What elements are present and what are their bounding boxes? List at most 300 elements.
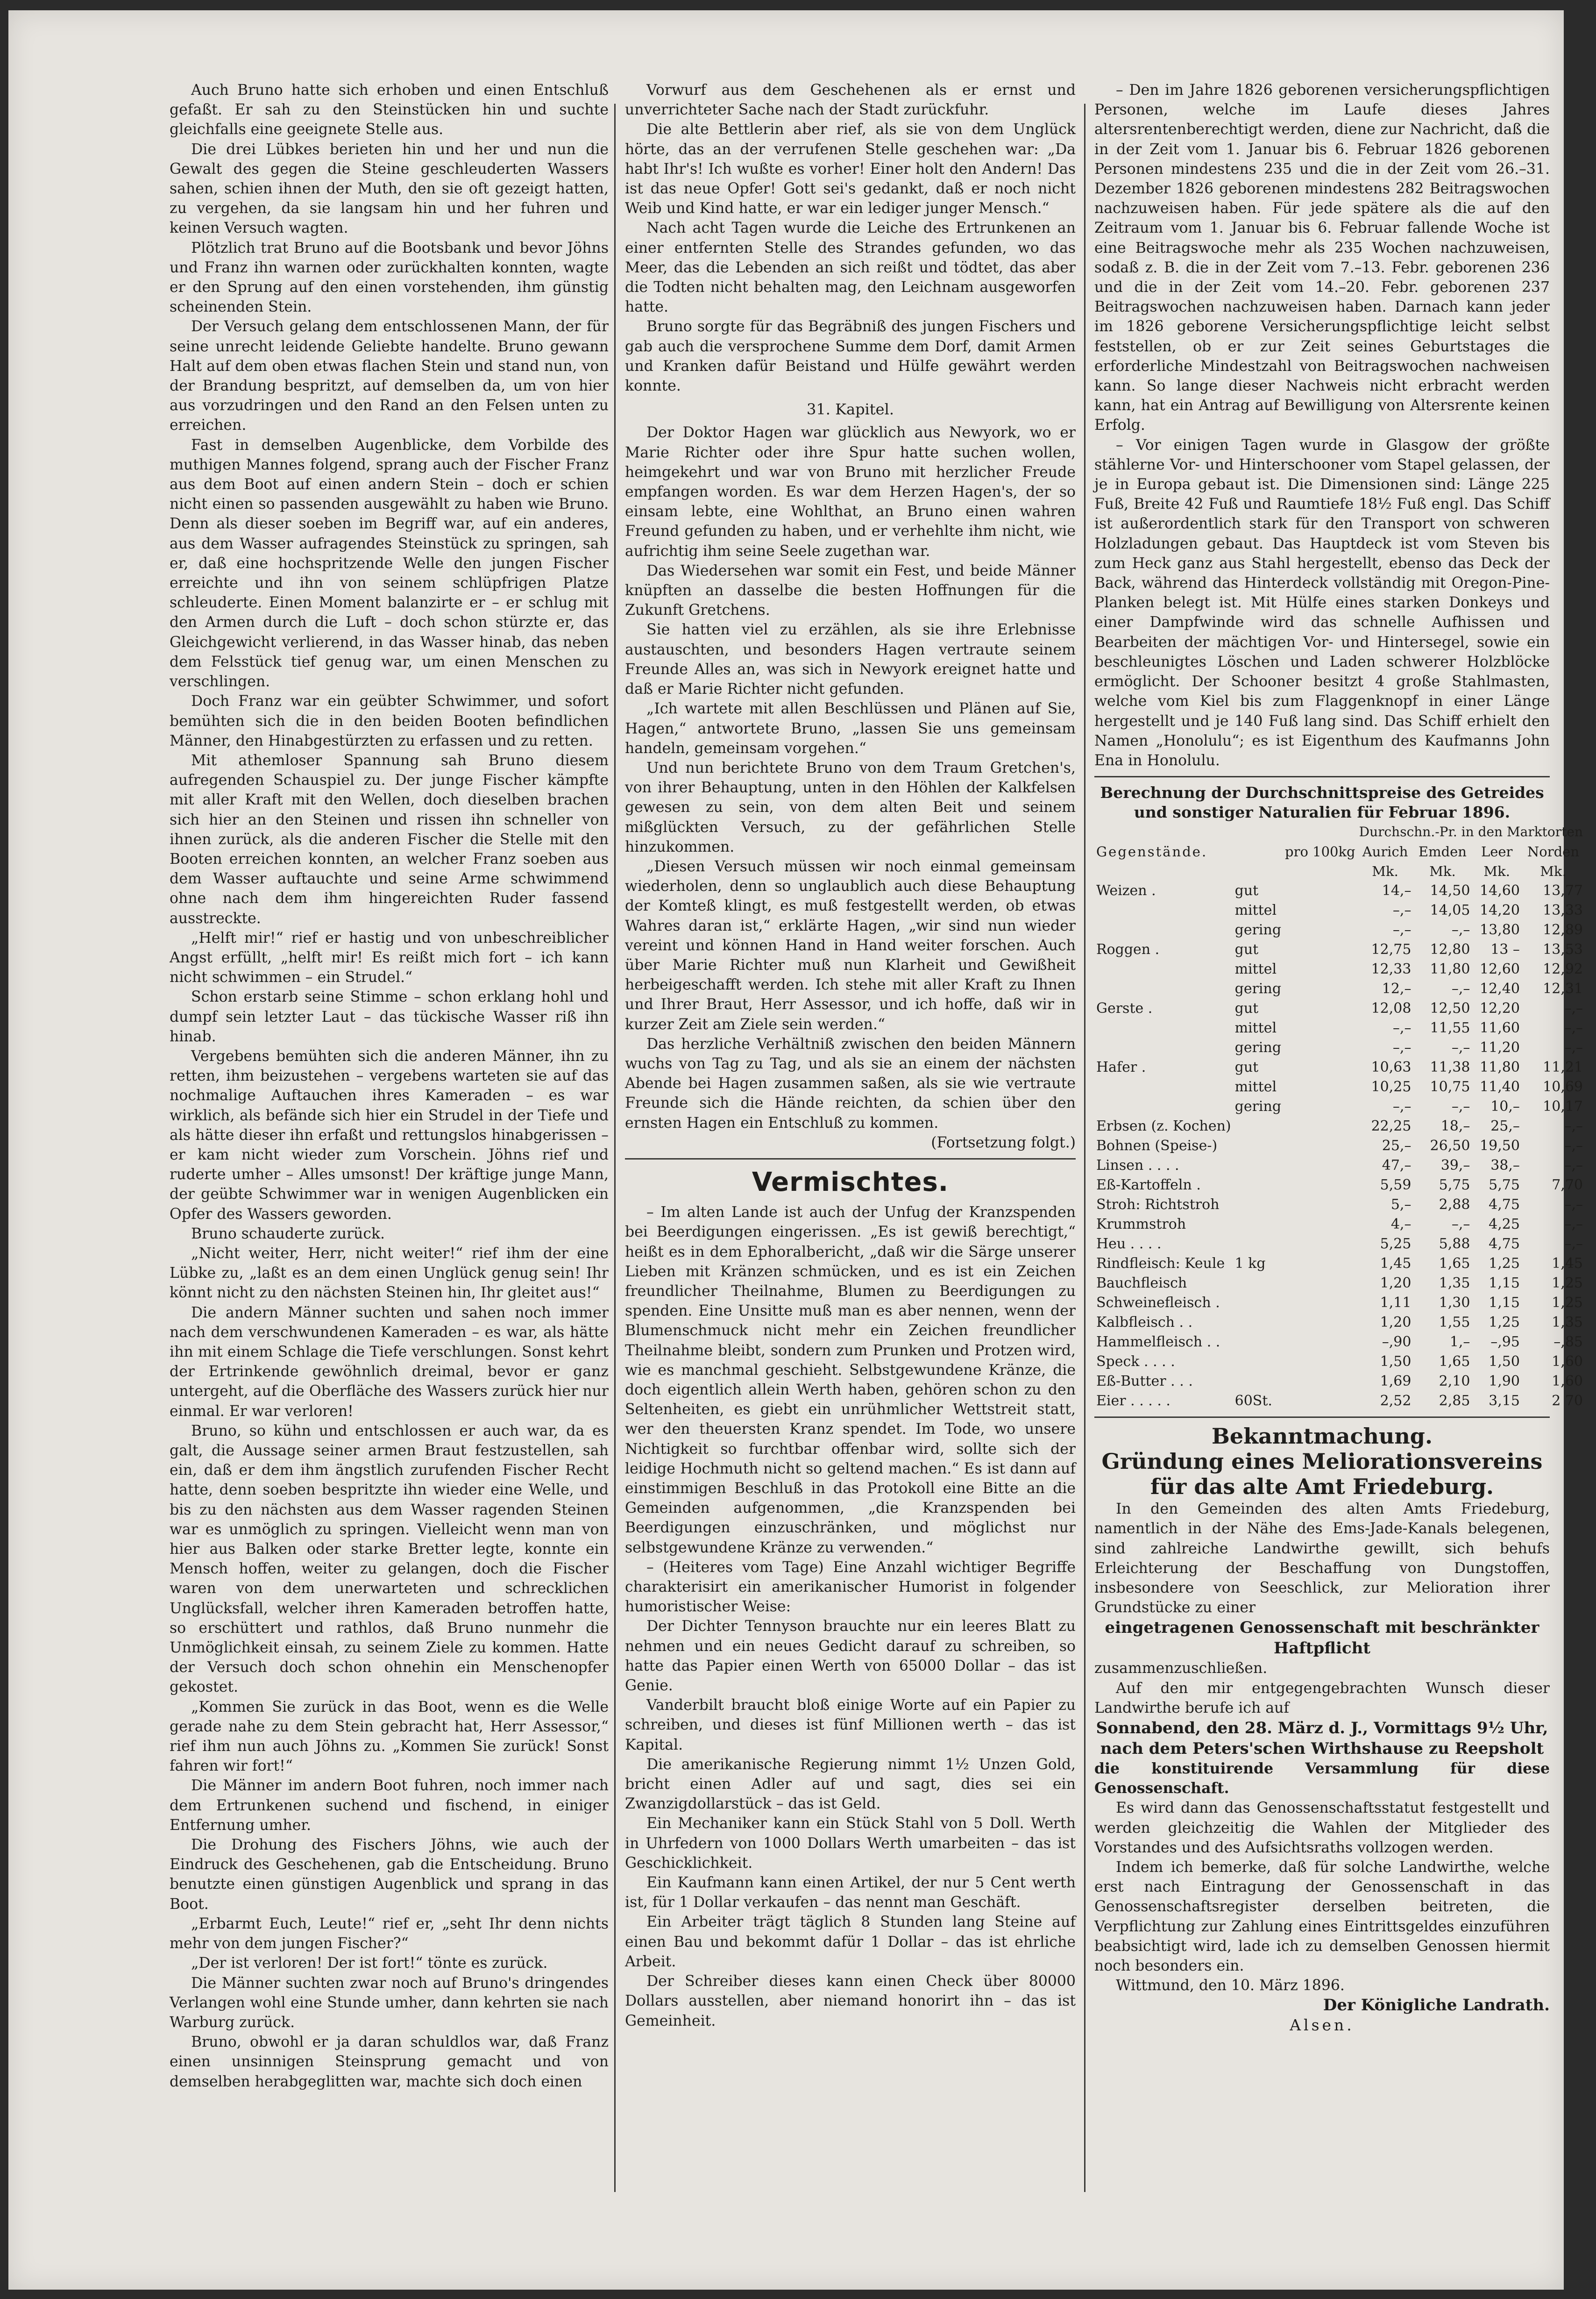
price-value: 1,65	[1439, 1255, 1470, 1272]
price-cell-pro	[1283, 1274, 1357, 1293]
price-cell-name	[1094, 901, 1233, 920]
price-value: 1,45	[1552, 1255, 1583, 1272]
price-cell-pro	[1283, 1156, 1357, 1175]
paragraph: Der Versuch gelang dem entschlossenen Mann, der für seine unrecht leidende Geliebte handelte. Bruno gewann Halt auf dem oben etwas flachen Stein und stand nun, von der Brandung bespritzt, auf demselben da, um von hier aus vorzudringen und den Rand an den Felsen unten zu erreichen.	[170, 318, 609, 434]
price-row	[1094, 1195, 1585, 1215]
price-value: –,–	[1564, 1216, 1583, 1233]
price-value: 13,80	[1480, 922, 1520, 939]
price-cell-name: Gerste .	[1096, 1000, 1153, 1017]
price-value: 12,50	[1430, 1000, 1470, 1017]
price-cell-pro	[1283, 920, 1357, 940]
price-value: 12,33	[1371, 961, 1412, 978]
col-header-place: Leer	[1481, 844, 1513, 860]
price-cell-name: Hammelfleisch . .	[1096, 1334, 1220, 1351]
price-cell-q: 1 kg	[1234, 1255, 1266, 1272]
price-cell-q	[1233, 1136, 1283, 1156]
price-value: 1,25	[1489, 1255, 1520, 1272]
price-value: 13,33	[1543, 902, 1583, 919]
newspaper-page	[8, 10, 1583, 2290]
paragraph: „Kommen Sie zurück in das Boot, wenn es die Welle gerade nahe zu dem Stein gebracht hat, Herr Assessor,“ rief ihm nun auch Jöhns zu. „Kommen Sie zurück! Sonst fahren wir fort!“	[170, 1698, 609, 1775]
price-cell-name: Weizen .	[1096, 883, 1156, 899]
price-cell-name: Stroh: Richtstroh	[1096, 1196, 1220, 1213]
price-value: 1,90	[1489, 1373, 1520, 1390]
price-value: 14,50	[1430, 883, 1470, 899]
announcement-paragraph: Auf den mir entgegengebrachten Wunsch dieser Landwirthe berufe ich auf	[1094, 1680, 1550, 1716]
price-cell-name: Speck . . . .	[1096, 1353, 1175, 1370]
price-cell-pro	[1283, 1215, 1357, 1234]
col-unit: Mk.	[1483, 863, 1510, 880]
paragraph: Ein Kaufmann kann einen Artikel, der nur 5 Cent werth ist, für 1 Dollar verkaufen – das nennt man Geschäft.	[625, 1874, 1076, 1911]
col-header-place: Norden	[1527, 844, 1580, 860]
price-value: 11,80	[1430, 961, 1470, 978]
price-value: 10,63	[1371, 1059, 1412, 1076]
price-cell-pro	[1283, 901, 1357, 920]
price-cell-name	[1094, 960, 1233, 979]
price-value: 10,69	[1543, 1079, 1583, 1096]
price-cell-name: Schweinefleisch .	[1096, 1295, 1220, 1311]
section-divider	[1094, 1416, 1550, 1418]
price-cell-q: gering	[1234, 1039, 1282, 1056]
paragraph: „Nicht weiter, Herr, nicht weiter!“ rief ihm der eine Lübke zu, „laßt es an dem einen Unglück genug sein! Ihr könnt nicht zu den nächsten Steinen hin, Ihr gleitet aus!“	[170, 1245, 609, 1302]
price-cell-name: Bohnen (Speise-)	[1096, 1138, 1218, 1154]
price-cell-name: Krummstroh	[1096, 1216, 1186, 1233]
paragraph: Und nun berichtete Bruno von dem Traum Gretchen's, von ihrer Behauptung, unten in den Höhlen der Kalkfelsen gewesen zu sein, von dem alten Beit und seinem mißglückten Versuch, zu der gefährlichen Stelle hinzukommen.	[625, 759, 1076, 855]
price-value: –,–	[1451, 1039, 1470, 1056]
paragraph: Ein Mechaniker kann ein Stück Stahl von 5 Doll. Werth in Uhrfedern von 1000 Dollars Werth umarbeiten – das ist Geschicklichkeit.	[625, 1815, 1076, 1872]
price-cell-name	[1094, 1038, 1233, 1058]
price-value: 12,80	[1430, 941, 1470, 958]
price-cell-name: Hafer .	[1096, 1059, 1146, 1076]
price-cell-pro	[1283, 1097, 1357, 1117]
price-cell-q	[1233, 1352, 1283, 1372]
price-row	[1094, 881, 1585, 901]
price-cell-q: gering	[1234, 1098, 1282, 1115]
price-value: 12,31	[1543, 981, 1583, 997]
price-value: 1,50	[1489, 1353, 1520, 1370]
announcement-paragraph: Es wird dann das Genossenschaftsstatut festgestellt und werden gleichzeitig die Wahlen der Mitglieder des Vorstandes und des Aufsichtsraths vollzogen werden.	[1094, 1800, 1550, 1856]
announcement-paragraph: zusammenzuschließen.	[1094, 1660, 1268, 1677]
price-value: 5,25	[1380, 1236, 1412, 1253]
price-row	[1094, 1274, 1585, 1293]
price-cell-q: mittel	[1234, 1079, 1277, 1096]
announcement-subtitle: für das alte Amt Friedeburg.	[1150, 1474, 1494, 1500]
price-value: –,–	[1451, 922, 1470, 939]
story-chapter-31	[625, 423, 1076, 1132]
price-value: 11,55	[1430, 1020, 1470, 1037]
price-value: 1,25	[1552, 1295, 1583, 1311]
price-value: 1,35	[1439, 1275, 1470, 1292]
price-cell-q: 60St.	[1234, 1393, 1272, 1409]
news-items	[1094, 80, 1550, 770]
price-cell-q	[1233, 1215, 1283, 1234]
paragraph: „Ich wartete mit allen Beschlüssen und Plänen auf Sie, Hagen,“ antwortete Bruno, „lassen Sie uns gemeinsam handeln, gemeinsam vorgehen.“	[625, 700, 1076, 757]
price-value: 12,89	[1543, 922, 1583, 939]
price-cell-name: Linsen . . . .	[1096, 1157, 1179, 1174]
price-value: –,–	[1451, 1216, 1470, 1233]
price-row	[1094, 999, 1585, 1018]
announcement-authority: Der Königliche Landrath.	[1323, 1996, 1550, 2015]
price-cell-q	[1233, 1234, 1283, 1254]
price-value: 1,25	[1552, 1275, 1583, 1292]
paragraph: Bruno, obwohl er ja daran schuldlos war, daß Franz einen unsinnigen Steinsprung gemacht und von demselben herabgeglitten war, machte sich doch einen	[170, 2034, 609, 2090]
price-cell-name: Eß-Kartoffeln .	[1096, 1177, 1201, 1194]
price-cell-q: gut	[1234, 941, 1259, 958]
price-value: –,–	[1392, 922, 1412, 939]
price-value: –,–	[1451, 1098, 1470, 1115]
price-value: 5,88	[1439, 1236, 1470, 1253]
paragraph: Bruno sorgte für das Begräbniß des jungen Fischers und gab auch die versprochene Summe dem Dorf, damit Armen und Kranken dafür Beistand und Hülfe gewährt werden konnte.	[625, 318, 1076, 395]
price-value: –,–	[1564, 1157, 1583, 1174]
price-cell-pro	[1283, 1038, 1357, 1058]
price-value: 7,70	[1552, 1177, 1583, 1194]
price-value: 10,–	[1490, 1098, 1520, 1115]
price-value: 22,25	[1371, 1118, 1412, 1135]
section-divider	[625, 1158, 1076, 1160]
price-value: 3,15	[1489, 1393, 1520, 1409]
price-row	[1094, 1293, 1585, 1313]
paragraph: Die alte Bettlerin aber rief, als sie von dem Unglück hörte, das an der verrufenen Stelle geschehen war: „Da habt Ihr's! Ich wußte es vorher! Einer holt den Andern! Das ist das neue Opfer! Gott sei's gedankt, daß er noch nicht Weib und Kind hatte, er war ein lediger junger Mensch.“	[625, 121, 1076, 217]
price-value: 1,25	[1489, 1314, 1520, 1331]
price-value: 10,75	[1430, 1079, 1470, 1096]
price-value: –,–	[1392, 1039, 1412, 1056]
price-value: 12,92	[1543, 961, 1583, 978]
section-title-vermischtes: Vermischtes.	[752, 1167, 949, 1197]
price-value: 12,60	[1480, 961, 1520, 978]
price-value: 1,50	[1380, 1353, 1412, 1370]
paragraph: „Diesen Versuch müssen wir noch einmal gemeinsam wiederholen, denn so unglaublich auch diese Behauptung der Komteß klingt, es muß festgestellt werden, ob etwas Wahres daran ist,“ erklärte Hagen, „wir sind nun wieder vereint und können Hand in Hand weiter forschen. Auch über Marie Richter muß nun Klarheit und Gewißheit herbeigeschafft werden. Ich stehe mit aller Kraft zu Ihnen und Ihrer Braut, Herr Assessor, und ich hoffe, daß wir in kurzer Zeit am Ziele sein werden.“	[625, 858, 1076, 1033]
price-value: 1,15	[1489, 1275, 1520, 1292]
price-value: –,–	[1564, 1196, 1583, 1213]
story-continuation	[625, 80, 1076, 396]
price-value: 2 70	[1552, 1393, 1583, 1409]
price-cell-q	[1233, 1274, 1283, 1293]
paragraph: Vanderbilt braucht bloß einige Worte auf ein Papier zu schreiben, und dieses ist fünf Millionen werth – das ist Kapital.	[625, 1697, 1076, 1753]
price-value: 4,75	[1489, 1196, 1520, 1213]
price-value: –,–	[1392, 902, 1412, 919]
column-1	[170, 80, 609, 2092]
paragraph: Der Schreiber dieses kann einen Check über 80000 Dollars ausstellen, aber niemand honorirt ihn – das ist Gemeinheit.	[625, 1973, 1076, 2029]
price-value: 11,21	[1543, 1059, 1583, 1076]
price-cell-pro	[1283, 1234, 1357, 1254]
price-value: 5,75	[1439, 1177, 1470, 1194]
price-rows	[1094, 881, 1585, 1411]
paragraph: Die drei Lübkes berieten hin und her und nun die Gewalt des gegen die Steine geschleuderten Wassers sahen, schien ihnen der Muth, den sie oft gezeigt hatten, zu vergehen, da sie langsam hin und her fuhren und keinen Versuch wagten.	[170, 141, 609, 237]
paragraph: Vorwurf aus dem Geschehenen als er ernst und unverrichteter Sache nach der Stadt zurückfuhr.	[625, 82, 1076, 119]
price-value: 14,60	[1480, 883, 1520, 899]
price-value: 39,–	[1440, 1157, 1470, 1174]
price-cell-pro	[1283, 960, 1357, 979]
price-value: 1,35	[1552, 1314, 1583, 1331]
price-row	[1094, 1254, 1585, 1274]
price-cell-q	[1233, 1156, 1283, 1175]
price-row	[1094, 1332, 1585, 1352]
price-cell-pro	[1283, 1175, 1357, 1195]
price-cell-name: Rindfleisch: Keule	[1096, 1255, 1225, 1272]
announcement-date: Sonnabend, den 28. März d. J., Vormittags 9½ Uhr, nach dem Peters'schen Wirthshause zu Reepsholt	[1096, 1718, 1548, 1758]
column-rule	[1084, 104, 1085, 2192]
price-row	[1094, 1097, 1585, 1117]
price-value: 11,40	[1480, 1079, 1520, 1096]
price-value: 1,15	[1489, 1295, 1520, 1311]
price-value: 12,40	[1480, 981, 1520, 997]
price-value: 2,85	[1439, 1393, 1470, 1409]
price-value: 14,–	[1382, 883, 1412, 899]
announcement-paragraph: Indem ich bemerke, daß für solche Landwirthe, welche erst nach Eintragung der Genossenschaft in das Genossenschaftsregister derselben beitreten, die Verpflichtung zur Zahlung eines Eintrittsgeldes einzuführen beabsichtigt wird, lade ich zu demselben Genossen hiermit noch besonders ein.	[1094, 1858, 1550, 1974]
price-value: 1,55	[1439, 1314, 1470, 1331]
price-row	[1094, 1156, 1585, 1175]
price-cell-q	[1233, 1195, 1283, 1215]
price-row	[1094, 1215, 1585, 1234]
price-value: 13,53	[1543, 941, 1583, 958]
price-cell-pro	[1283, 1195, 1357, 1215]
price-cell-pro	[1283, 1372, 1357, 1391]
col-unit: Mk.	[1429, 863, 1456, 880]
price-cell-name: Heu . . . .	[1096, 1236, 1162, 1253]
price-cell-pro	[1283, 1352, 1357, 1372]
price-value: 14,05	[1430, 902, 1470, 919]
paragraph: Die Männer im andern Boot fuhren, noch immer nach dem Ertrunkenen suchend und fischend, in einiger Entfernung umher.	[170, 1777, 609, 1834]
column-2	[625, 80, 1076, 2031]
price-value: 11,80	[1480, 1059, 1520, 1076]
price-cell-pro	[1283, 881, 1357, 901]
paragraph: Plötzlich trat Bruno auf die Bootsbank und bevor Jöhns und Franz ihn warnen oder zurückhalten konnten, wagte er den Sprung auf den einen vorstehenden, ihm günstig scheinenden Stein.	[170, 239, 609, 316]
price-value: 10,17	[1543, 1098, 1583, 1115]
price-value: 4,75	[1489, 1236, 1520, 1253]
price-value: 12,20	[1480, 1000, 1520, 1017]
price-value: 1,45	[1380, 1255, 1412, 1272]
paragraph: Der Doktor Hagen war glücklich aus Newyork, wo er Marie Richter oder ihre Spur hatte suchen wollen, heimgekehrt und war von Bruno mit herzlicher Freude empfangen worden. Es war dem Herzen Hagen's, der so einsam lebte, eine Wohlthat, an Bruno einen wahren Freund gefunden zu haben, und er verhehlte ihm nicht, wie aufrichtig ihm seine Seele zugethan war.	[625, 424, 1076, 560]
price-row	[1094, 901, 1585, 920]
price-cell-q	[1233, 1332, 1283, 1352]
price-cell-q: gering	[1234, 981, 1282, 997]
col-unit: Mk.	[1540, 863, 1567, 880]
paragraph: Die Männer suchten zwar noch auf Bruno's dringendes Verlangen wohl eine Stunde umher, dann kehrten sie nach Warburg zurück.	[170, 1974, 609, 2031]
chapter-heading: 31. Kapitel.	[807, 400, 894, 419]
price-value: 38,–	[1490, 1157, 1520, 1174]
price-value: 1,60	[1552, 1353, 1583, 1370]
price-row	[1094, 940, 1585, 960]
price-value: 1,20	[1380, 1314, 1412, 1331]
price-cell-pro	[1283, 979, 1357, 999]
price-value: 5,59	[1380, 1177, 1412, 1194]
paragraph: Ein Arbeiter trägt täglich 8 Stunden lang Steine auf einen Bau und bekommt dafür 1 Dollar – das ist ehrliche Arbeit.	[625, 1914, 1076, 1970]
paragraph: Die amerikanische Regierung nimmt 1½ Unzen Gold, bricht einen Adler auf und sagt, dies sei ein Zwanzigdollarstück – das ist Geld.	[625, 1756, 1076, 1813]
price-value: –,–	[1564, 1138, 1583, 1154]
price-value: 4,–	[1390, 1216, 1412, 1233]
price-cell-pro	[1283, 1117, 1357, 1136]
paragraph: Mit athemloser Spannung sah Bruno diesem aufregenden Schauspiel zu. Der junge Fischer kämpfte mit aller Kraft mit den Wellen, doch dieselben brachen sich hier an den Steinen und rissen ihn schneller von ihnen zurück, als die anderen Fischer die Stelle mit den Booten erreichen konnten, an welcher Franz soeben aus dem Wasser auftauchte und seine Arme schwimmend ohne nach dem ihm hingereichten Ruder fassend ausstreckte.	[170, 752, 609, 927]
paragraph: Nach acht Tagen wurde die Leiche des Ertrunkenen an einer entfernten Stelle des Strandes gefunden, wo das Meer, das die Lebenden an sich reißt und tödtet, das aber die Todten nicht behalten mag, den Leichnam ausgeworfen hatte.	[625, 220, 1076, 316]
price-cell-name: Bauchfleisch	[1096, 1275, 1187, 1292]
price-value: 1,–	[1449, 1334, 1470, 1351]
price-row	[1094, 1234, 1585, 1254]
price-value: –,85	[1553, 1334, 1583, 1351]
price-table-title: Berechnung der Durchschnittspreise des Getreides und sonstiger Naturalien für Februar 1896.	[1100, 783, 1544, 822]
price-value: 11,60	[1480, 1020, 1520, 1037]
misc-news	[625, 1203, 1076, 2031]
price-cell-pro	[1283, 1313, 1357, 1332]
price-value: 12,75	[1371, 941, 1412, 958]
price-value: 19,50	[1480, 1138, 1520, 1154]
price-cell-q	[1233, 1372, 1283, 1391]
price-value: 2,10	[1439, 1373, 1470, 1390]
price-value: –,–	[1392, 1020, 1412, 1037]
announcement-paragraph: die konstituirende Versammlung für diese Genossenschaft.	[1094, 1759, 1550, 1797]
price-value: –,–	[1564, 1020, 1583, 1037]
paragraph: Der Dichter Tennyson brauchte nur ein leeres Blatt zu nehmen und ein neues Gedicht darauf zu schreiben, so hatte das Papier einen Werth von 65000 Dollar – das ist Genie.	[625, 1618, 1076, 1694]
price-subheader: Durchschn.-Pr. in den Marktorten	[1359, 824, 1583, 840]
price-row	[1094, 979, 1585, 999]
price-cell-name	[1094, 1097, 1233, 1117]
continuation-note: (Fortsetzung folgt.)	[931, 1134, 1076, 1151]
price-value: 1,60	[1552, 1373, 1583, 1390]
paragraph: – Vor einigen Tagen wurde in Glasgow der größte stählerne Vor- und Hinterschooner vom Stapel gelassen, der je in Europa gebaut ist. Die Dimensionen sind: Länge 225 Fuß, Breite 42 Fuß und Raumtiefe 18½ Fuß engl. Das Schiff ist außerordentlich stark für den Transport von schweren Holzladungen gebaut. Das Hauptdeck ist vom Steven bis zum Heck ganz aus Stahl hergestellt, ebenso das Deck der Back, während das Hinterdeck vollständig mit Oregon-Pine-Planken belegt ist. Mit Hülfe eines starken Donkeys und einer Dampfwinde wird das schnelle Aufhissen und Bearbeiten der mächtigen Vor- und Hintersegel, sowie ein beschleunigtes Löschen und Laden schwerer Holzblöcke ermöglicht. Der Schooner besitzt 4 große Stahlmasten, welche vom Kiel bis zum Flaggenknopf in einer Länge hergestellt und je 140 Fuß lang sind. Das Schiff erhielt den Namen „Honolulu“; es ist Eigenthum des Kaufmanns John Ena in Honolulu.	[1094, 436, 1550, 769]
col-header-gegenstaende: Gegenstände.	[1096, 844, 1208, 860]
announcement-emphasis: eingetragenen Genossenschaft mit beschränkter Haftpflicht	[1105, 1618, 1539, 1658]
paragraph: Auch Bruno hatte sich erhoben und einen Entschluß gefaßt. Er sah zu den Steinstücken hin und suchte gleichfalls eine geeignete Stelle aus.	[170, 82, 609, 138]
paragraph: – (Heiteres vom Tage) Eine Anzahl wichtiger Begriffe charakterisirt ein amerikanischer Humorist in folgender humoristischer Weise:	[625, 1559, 1076, 1616]
paragraph: Sie hatten viel zu erzählen, als sie ihre Erlebnisse austauschten, und besonders Hagen vertraute seinem Freunde Alles an, was sich in Newyork ereignet hatte und daß er Marie Richter nicht gefunden.	[625, 621, 1076, 698]
price-cell-q: gut	[1234, 883, 1259, 899]
price-value: 25,–	[1490, 1118, 1520, 1135]
price-value: 47,–	[1382, 1157, 1412, 1174]
price-row	[1094, 1018, 1585, 1038]
price-value: 10,25	[1371, 1079, 1412, 1096]
price-cell-name: Erbsen (z. Kochen)	[1096, 1118, 1231, 1135]
announcement-title: Bekanntmachung.	[1212, 1424, 1433, 1449]
price-cell-q: mittel	[1234, 1020, 1277, 1037]
price-value: 2,52	[1380, 1393, 1412, 1409]
price-value: 12,08	[1371, 1000, 1412, 1017]
price-value: –,90	[1382, 1334, 1412, 1351]
price-value: 1,20	[1380, 1275, 1412, 1292]
price-value: 18,–	[1440, 1118, 1470, 1135]
price-cell-name	[1094, 1077, 1233, 1097]
paragraph: Das Wiedersehen war somit ein Fest, und beide Männer knüpften an dasselbe die besten Hoffnungen für die Zukunft Gretchens.	[625, 562, 1076, 619]
price-value: 5,75	[1489, 1177, 1520, 1194]
section-divider	[1094, 776, 1550, 777]
price-cell-name: Eß-Butter . . .	[1096, 1373, 1193, 1390]
price-value: 13,77	[1543, 883, 1583, 899]
price-value: –,95	[1490, 1334, 1520, 1351]
price-value: 5,–	[1390, 1196, 1412, 1213]
column-rule	[614, 104, 616, 2192]
price-table	[1094, 822, 1585, 1411]
announcement-paragraph: In den Gemeinden des alten Amts Friedeburg, namentlich in der Nähe des Ems-Jade-Kanals belegenen, sind zahlreiche Landwirthe gewillt, sich behufs Erleichterung der Beschaffung von Dungstoffen, insbesondere von Seeschlick, zur Melioration ihrer Grundstücke zu einer	[1094, 1501, 1550, 1616]
price-row	[1094, 1117, 1585, 1136]
price-cell-pro	[1283, 1077, 1357, 1097]
price-value: 12,–	[1382, 981, 1412, 997]
price-value: –,–	[1564, 1000, 1583, 1017]
paragraph: Doch Franz war ein geübter Schwimmer, und sofort bemühten sich die in den beiden Booten befindlichen Männer, den Hinabgestürzten zu erfassen und zu retten.	[170, 693, 609, 749]
price-cell-q: gut	[1234, 1059, 1259, 1076]
price-value: 14,20	[1480, 902, 1520, 919]
price-value: 13 –	[1490, 941, 1520, 958]
price-value: 1,30	[1439, 1295, 1470, 1311]
price-value: 26,50	[1430, 1138, 1470, 1154]
price-cell-q: mittel	[1234, 902, 1277, 919]
price-cell-pro	[1283, 1391, 1357, 1411]
paragraph: Schon erstarb seine Stimme – schon erklang hohl und dumpf sein letzter Laut – das tückische Wasser riß ihn hinab.	[170, 989, 609, 1045]
paragraph: Vergebens bemühten sich die anderen Männer, ihn zu retten, ihm beizustehen – vergebens warteten sie auf das nochmalige Auftauchen ihres Kameraden – es war wirklich, als befände sich hier ein Strudel in der Tiefe und als hätte dieser ihn erfaßt und rettungslos hinabgerissen – er kam nicht wieder zum Vorschein. Jöhns rief und ruderte umher – Alles umsonst! Der kräftige junge Mann, der geübte Schwimmer war in wenigen Augenblicken ein Opfer des Wassers geworden.	[170, 1047, 609, 1223]
price-cell-pro	[1283, 999, 1357, 1018]
price-value: 2,88	[1439, 1196, 1470, 1213]
announcement-signature: Alsen.	[1290, 2015, 1355, 2034]
price-cell-pro	[1283, 940, 1357, 960]
price-cell-pro	[1283, 1058, 1357, 1077]
price-value: –,–	[1392, 1098, 1412, 1115]
price-cell-pro	[1283, 1136, 1357, 1156]
price-value: 1,69	[1380, 1373, 1412, 1390]
col-header-place: Aurich	[1362, 844, 1408, 860]
price-value: 11,20	[1480, 1039, 1520, 1056]
paragraph: „Der ist verloren! Der ist fort!“ tönte es zurück.	[191, 1955, 548, 1972]
paragraph: – Den im Jahre 1826 geborenen versicherungspflichtigen Personen, welche im Laufe dieses Jahres altersrentenberechtigt werden, diene zur Nachricht, daß die in der Zeit vom 1. Januar bis 6. Februar 1826 geborenen Personen mindestens 235 und die in der Zeit vom 26.–31. Dezember 1826 geborenen mindestens 282 Beitragswochen nachzuweisen haben. Für jede spätere als die auf den Zeitraum vom 1. Januar bis 6. Februar fallende Woche ist eine Beitragswoche mehr als 235 Wochen nachzuweisen, sodaß z. B. die in der Zeit vom 7.–13. Febr. geborenen 236 und die in der Zeit vom 14.–20. Febr. geborenen 237 Beitragswochen nachzuweisen haben. Darnach kann jeder im 1826 geborene Versicherungspflichtige leicht selbst feststellen, ob er zur Zeit seines Geburtstages die erforderliche Mindestzahl von Beitragswochen nachweisen kann. So lange dieser Nachweis nicht erbracht werden kann, hat ein Antrag auf Bewilligung von Altersrente keinen Erfolg.	[1094, 82, 1550, 434]
price-row	[1094, 1058, 1585, 1077]
paragraph: Fast in demselben Augenblicke, dem Vorbilde des muthigen Mannes folgend, sprang auch der Fischer Franz aus dem Boot auf einen andern Stein – doch er schien nicht einen so passenden ausgewählt zu haben wie Bruno. Denn als dieser soeben im Begriff war, auf ein anderes, aus dem Wasser aufragendes Steinstück zu springen, sah er, daß eine hochspritzende Welle den jungen Fischer erreichte und ihn von seinem schlüpfrigen Platze schleuderte. Einen Moment balanzirte er – er schlug mit den Armen durch die Luft – doch schon stürzte er, das Gleichgewicht verlierend, in das Wasser hinab, das neben dem Felsstück tief genug war, um einen Menschen zu verschlingen.	[170, 436, 609, 690]
price-value: 1,11	[1380, 1295, 1412, 1311]
price-cell-q: gering	[1234, 922, 1282, 939]
paragraph: Bruno, so kühn und entschlossen er auch war, da es galt, die Aussage seiner armen Braut festzustellen, sah ein, daß er dem ihm ängstlich zurufenden Fischer Recht hatte, denn soeben bespritzte ihn wieder eine Welle, und bis zu den nächsten aus dem Wasser ragenden Steinen war es unmöglich zu springen. Vielleicht wenn man von hier aus Balken oder starke Bretter legte, konnte ein Mensch hoffen, weiter zu gelangen, doch die Fischer waren von dem unerwarteten und schrecklichen Unglücksfall, welcher ihren Kameraden betroffen hatte, so erschüttert und rathlos, daß Bruno nunmehr die Unmöglichkeit einsah, zu seinem Ziele zu kommen. Hatte der Versuch doch schon ohnehin ein Menschenopfer gekostet.	[170, 1422, 609, 1696]
paragraph: „Helft mir!“ rief er hastig und von unbeschreiblicher Angst erfüllt, „helft mir! Es reißt mich fort – ich kann nicht schwimmen – ein Strudel.“	[170, 929, 609, 986]
price-value: –,–	[1564, 1236, 1583, 1253]
price-row	[1094, 1175, 1585, 1195]
col-header-place: Emden	[1418, 844, 1467, 860]
price-row	[1094, 1352, 1585, 1372]
price-cell-q: gut	[1234, 1000, 1259, 1017]
price-value: 11,38	[1430, 1059, 1470, 1076]
price-cell-pro	[1283, 1293, 1357, 1313]
price-value: 1,65	[1439, 1353, 1470, 1370]
price-row	[1094, 1313, 1585, 1332]
paragraph: Bruno schauderte zurück.	[191, 1225, 385, 1242]
price-cell-pro	[1283, 1018, 1357, 1038]
col-unit: Mk.	[1372, 863, 1398, 880]
price-cell-name: Roggen .	[1096, 941, 1160, 958]
price-value: –,–	[1451, 981, 1470, 997]
price-row	[1094, 960, 1585, 979]
price-row	[1094, 1391, 1585, 1411]
price-cell-q: mittel	[1234, 961, 1277, 978]
price-cell-pro	[1283, 1254, 1357, 1274]
column-3	[1094, 80, 1583, 2035]
col-header-pro: pro 100kg	[1285, 844, 1355, 860]
price-cell-q	[1233, 1313, 1283, 1332]
price-cell-name	[1094, 920, 1233, 940]
paragraph: Die Drohung des Fischers Jöhns, wie auch der Eindruck des Geschehenen, gab die Entscheidung. Bruno benutzte einen günstigen Augenblick und sprang in das Boot.	[170, 1836, 609, 1913]
paragraph: „Erbarmt Euch, Leute!“ rief er, „seht Ihr denn nichts mehr von dem jungen Fischer?“	[170, 1915, 609, 1952]
price-row	[1094, 1136, 1585, 1156]
paragraph: – Im alten Lande ist auch der Unfug der Kranzspenden bei Beerdigungen eingerissen. „Es ist gewiß berechtigt,“ heißt es in dem Ephoralbericht, „daß wir die Särge unserer Lieben mit Kränzen schmücken, und es ist ein Zeichen freundlicher Theilnahme, Blumen zu Beerdigungen zu spenden. Eine Unsitte muß man es aber nennen, wenn der Blumenschmuck nicht mehr ein Zeichen freundlicher Theilnahme bleibt, sondern zum Prunken und Protzen wird, wie es manchmal geschieht. Selbstgewundene Kränze, die doch eigentlich allein Werth haben, gehören schon zu den Seltenheiten, es giebt ein unrühmlicher Wettstreit statt, wer den theuersten Kranz spendet. Im Tode, wo unsere Nichtigkeit so furchtbar offenbar wird, sollte sich der leidige Hochmuth nicht so geltend machen.“ Es ist dann auf einstimmigen Beschluß in das Protokoll eine Bitte an die Gemeinden aufgenommen, „die Kranzspenden bei Beerdigungen einzuschränken, und möglichst nur selbstgewundene Kränze zu verwenden.“	[625, 1204, 1076, 1556]
price-cell-name	[1094, 979, 1233, 999]
price-cell-name: Kalbfleisch . .	[1096, 1314, 1193, 1331]
price-cell-name	[1094, 1018, 1233, 1038]
price-cell-q	[1233, 1117, 1283, 1136]
price-value: 4,25	[1489, 1216, 1520, 1233]
price-cell-q	[1233, 1175, 1283, 1195]
paragraph: Das herzliche Verhältniß zwischen den beiden Männern wuchs von Tag zu Tag, und als sie an einem der nächsten Abende bei Hagen zusammen saßen, als sie wie vertraute Freunde sich die Hände reichten, da schien über den ernsten Hagen ein Entschluß zu kommen.	[625, 1035, 1076, 1132]
price-row	[1094, 1038, 1585, 1058]
announcement-subtitle: Gründung eines Meliorationsvereins	[1101, 1449, 1543, 1474]
price-value: –,–	[1564, 1118, 1583, 1135]
announcement-place-date: Wittmund, den 10. März 1896.	[1116, 1977, 1345, 1994]
price-value: –,–	[1564, 1039, 1583, 1056]
price-cell-q	[1233, 1293, 1283, 1313]
price-row	[1094, 1077, 1585, 1097]
price-row	[1094, 1372, 1585, 1391]
price-cell-pro	[1283, 1332, 1357, 1352]
price-cell-name: Eier . . . . .	[1096, 1393, 1170, 1409]
